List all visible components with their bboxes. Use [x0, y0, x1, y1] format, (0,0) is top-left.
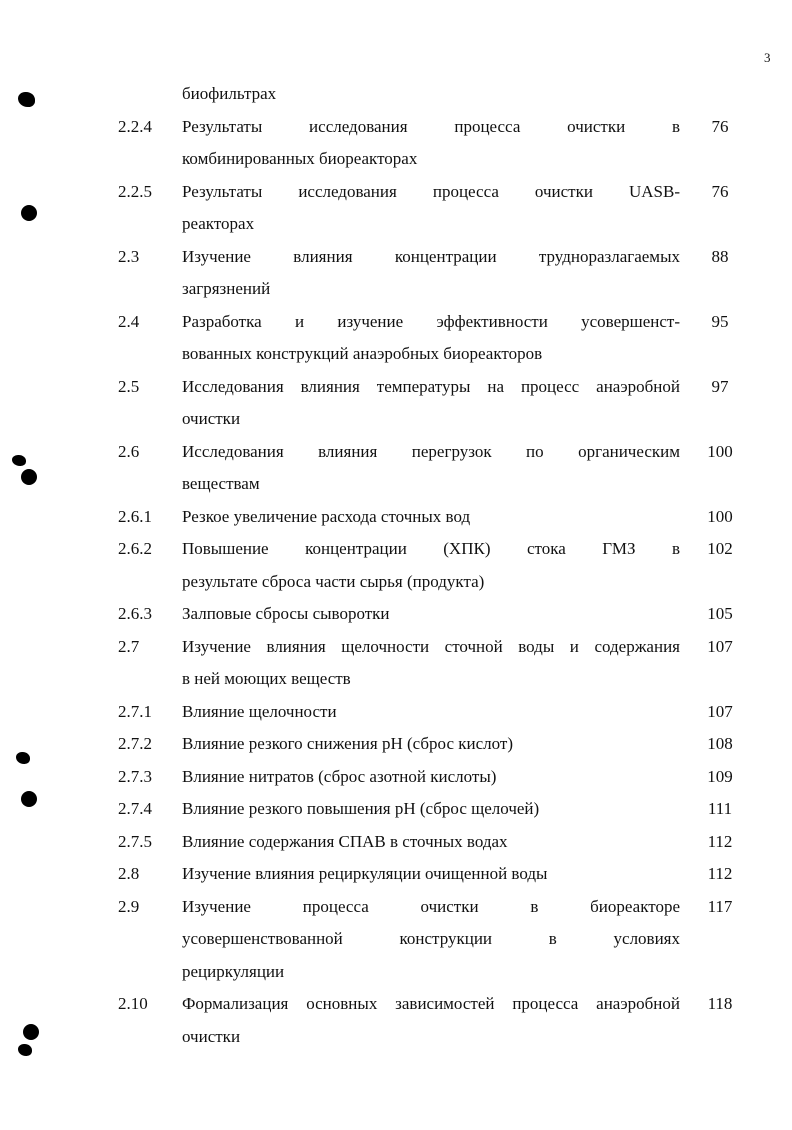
toc-entry-page: 100: [707, 506, 733, 526]
toc-entry-title-line: комбинированных биореакторах: [182, 149, 418, 168]
toc-entry-number: 2.8: [118, 864, 140, 883]
toc-entry-title: [182, 241, 680, 306]
toc-entry: [0, 761, 792, 794]
toc-entry-title-line: Изучение влияния щелочности сточной воды и содержания: [182, 636, 680, 656]
toc-entry-title: [182, 728, 680, 761]
toc-entry-title-line: загрязнений: [182, 279, 271, 298]
toc-entry-title: [182, 111, 680, 176]
toc-entry-page: 107: [707, 636, 733, 656]
toc-entry-page: 107: [707, 701, 733, 721]
toc-entry-page: 76: [711, 116, 729, 136]
toc-entry-number: 2.6.2: [118, 539, 152, 558]
toc-entry-page: 95: [711, 311, 729, 331]
toc-entry: [0, 696, 792, 729]
toc-entry-title: [182, 306, 680, 371]
toc-entry-page: 76: [711, 181, 729, 201]
toc-entry-title-line: Влияние содержания СПАВ в сточных водах: [182, 831, 508, 851]
page-number: 3: [764, 50, 771, 65]
toc-entry-title-line: Влияние резкого повышения pH (сброс щелочей): [182, 799, 540, 818]
toc-entry-title-line: Изучение влияния рециркуляции очищенной воды: [182, 864, 548, 883]
toc-entry-title-line: Залповые сбросы сыворотки: [182, 604, 390, 623]
toc-entry-title-line: веществам: [182, 474, 260, 493]
toc-entry-number: 2.6: [118, 441, 140, 461]
toc-entry: [0, 241, 792, 306]
toc-entry-title: [182, 858, 680, 891]
toc-entry-number: 2.7.4: [118, 799, 152, 818]
toc-entry-number: 2.4: [118, 311, 140, 331]
toc-entry: [0, 501, 792, 534]
toc-entry-title-line: Результаты исследования процесса очистки в: [182, 116, 680, 136]
toc-entry-title: [182, 891, 680, 989]
toc-entry: [0, 176, 792, 241]
toc-entry-title-line: Исследования влияния температуры на процесс анаэробной: [182, 376, 680, 396]
toc-entry-page: 112: [707, 864, 733, 883]
toc-entry-page: 108: [707, 734, 733, 753]
toc-entry: [0, 306, 792, 371]
toc-entry: [0, 533, 792, 598]
toc-entry-title-line: биофильтрах: [182, 84, 277, 103]
toc-entry: [0, 988, 792, 1053]
toc-entry-page: 88: [711, 246, 729, 266]
toc-entry-number: 2.2.5: [118, 181, 152, 201]
toc-entry-page: 118: [707, 994, 733, 1013]
toc-entry-page: 105: [707, 604, 733, 623]
toc-entry-number: 2.6.1: [118, 506, 152, 526]
toc-entry-title: [182, 176, 680, 241]
toc-entry-page: 102: [707, 539, 733, 558]
toc-entry: [0, 436, 792, 501]
toc-entry-title: [182, 598, 680, 631]
toc-entry-title-line: рециркуляции: [182, 961, 285, 981]
toc-entry-number: 2.6.3: [118, 604, 152, 623]
toc-entry-title-line: очистки: [182, 409, 241, 428]
toc-entry-title-line: очистки: [182, 1026, 241, 1046]
toc-entry: [0, 793, 792, 826]
toc-entry-page: 97: [711, 376, 729, 396]
toc-entry-title: [182, 761, 680, 794]
toc-entry-page: 109: [707, 766, 733, 786]
toc-entry: [0, 631, 792, 696]
toc-entry: [0, 891, 792, 989]
toc-entry-title-line: Резкое увеличение расхода сточных вод: [182, 506, 471, 526]
toc-entry-page: 117: [707, 896, 733, 916]
toc-entry: [0, 78, 792, 111]
toc-entry-title-line: усовершенствованной конструкции в условиях: [182, 929, 680, 948]
toc-entry-title-line: Повышение концентрации (ХПК) стока ГМЗ в: [182, 539, 680, 558]
toc-entry-title-line: Разработка и изучение эффективности усовершенст-: [182, 311, 680, 331]
toc-entry-title: [182, 78, 680, 111]
toc-entry-title-line: реакторах: [182, 214, 255, 233]
toc-entry-title-line: Влияние щелочности: [182, 701, 337, 721]
toc-entry-title-line: результате сброса части сырья (продукта): [182, 571, 485, 591]
toc-entry: [0, 371, 792, 436]
toc-entry-number: 2.5: [118, 376, 140, 396]
toc-entry: [0, 858, 792, 891]
toc-entry-page: 100: [707, 441, 733, 461]
toc-entry: [0, 728, 792, 761]
toc-entry-number: 2.3: [118, 246, 140, 266]
toc-entry-number: 2.7.1: [118, 701, 152, 721]
toc-entry-title-line: Формализация основных зависимостей процесса анаэробной: [182, 994, 680, 1013]
toc-entry-title-line: вованных конструкций анаэробных биореакторов: [182, 344, 543, 363]
toc-entry-number: 2.9: [118, 896, 140, 916]
toc-entry-number: 2.2.4: [118, 116, 152, 136]
toc-entry-number: 2.7: [118, 636, 140, 656]
toc-entry-title-line: Влияние резкого снижения pH (сброс кислот): [182, 734, 514, 753]
toc-entry-title-line: Исследования влияния перегрузок по органическим: [182, 441, 680, 461]
toc-entry-title-line: Изучение процесса очистки в биореакторе: [182, 896, 680, 916]
toc-entry-number: 2.7.2: [118, 734, 152, 753]
toc-entry-page: 112: [707, 831, 733, 851]
toc-entry-number: 2.10: [118, 994, 148, 1013]
toc-entry-title: [182, 696, 680, 729]
toc-entry-page: 111: [707, 799, 733, 818]
toc-entry-number: 2.7.3: [118, 766, 152, 786]
toc-entry-title: [182, 826, 680, 859]
toc-entry-title: [182, 988, 680, 1053]
toc-entry-title: [182, 501, 680, 534]
toc-entry: [0, 598, 792, 631]
toc-entry: [0, 826, 792, 859]
toc-entry-title: [182, 631, 680, 696]
toc-entry-title: [182, 436, 680, 501]
toc-entry-title: [182, 793, 680, 826]
toc-entry-title-line: Влияние нитратов (сброс азотной кислоты): [182, 766, 497, 786]
toc-entry-number: 2.7.5: [118, 831, 152, 851]
toc-entry-title-line: в ней моющих веществ: [182, 669, 351, 688]
toc-entry-title-line: Результаты исследования процесса очистки UASB-: [182, 181, 680, 201]
toc-entry-title-line: Изучение влияния концентрации трудноразлагаемых: [182, 246, 680, 266]
toc-entry-title: [182, 371, 680, 436]
toc-entry: [0, 111, 792, 176]
toc-entry-title: [182, 533, 680, 598]
